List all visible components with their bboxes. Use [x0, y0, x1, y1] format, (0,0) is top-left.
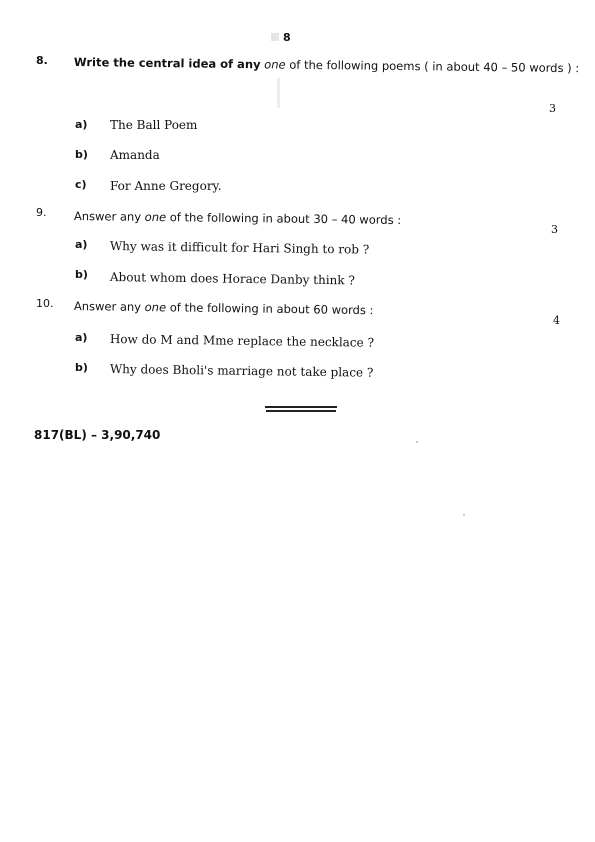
- marks: 3: [549, 102, 556, 115]
- paper-code: 817(BL) – 3,90,740: [34, 428, 161, 442]
- scan-mark: [271, 33, 279, 41]
- option-label: c): [75, 178, 87, 191]
- option-label: a): [75, 118, 88, 131]
- option-text: For Anne Gregory.: [110, 179, 222, 193]
- question-text-rest: of the following poems ( in about 40 – 50 words ) :: [289, 57, 580, 76]
- option-label: b): [75, 361, 88, 374]
- option-text: Why was it difficult for Hari Singh to rob ?: [109, 239, 370, 257]
- option-label: b): [75, 148, 88, 161]
- option-text: About whom does Horace Danby think ?: [109, 270, 355, 288]
- question-text-rest: of the following in about 30 – 40 words :: [169, 210, 402, 227]
- option-text: How do M and Mme replace the necklace ?: [109, 332, 375, 350]
- question-text-lead: Answer any: [73, 209, 142, 224]
- question-number: 8.: [36, 54, 48, 67]
- question-text-emphasis: one: [144, 299, 167, 315]
- marks: 3: [551, 223, 558, 236]
- question-text-emphasis: one: [264, 57, 286, 72]
- scan-speck: [463, 514, 465, 516]
- question-text-emphasis: one: [144, 209, 167, 225]
- marks: 4: [553, 314, 560, 327]
- page-number: 8: [283, 31, 291, 44]
- question-text-lead: Write the central idea of any: [73, 55, 261, 72]
- option-label: a): [75, 331, 88, 344]
- question-text-lead: Answer any: [73, 299, 142, 314]
- option-text: Amanda: [110, 148, 160, 162]
- end-rule: [266, 410, 336, 412]
- question-text-rest: of the following in about 60 words :: [169, 300, 374, 318]
- question-number: 10.: [36, 297, 54, 310]
- scan-speck: [416, 441, 418, 443]
- question-number: 9.: [36, 206, 47, 219]
- question-text: [74, 55, 579, 75]
- option-text: Why does Bholi's marriage not take place ?: [109, 362, 374, 380]
- option-label: a): [75, 238, 88, 251]
- option-text: The Ball Poem: [110, 118, 198, 132]
- option-label: b): [75, 268, 88, 281]
- question-text: [74, 209, 401, 227]
- question-text: [74, 299, 374, 317]
- end-rule: [265, 406, 337, 408]
- scan-mark: [277, 78, 280, 108]
